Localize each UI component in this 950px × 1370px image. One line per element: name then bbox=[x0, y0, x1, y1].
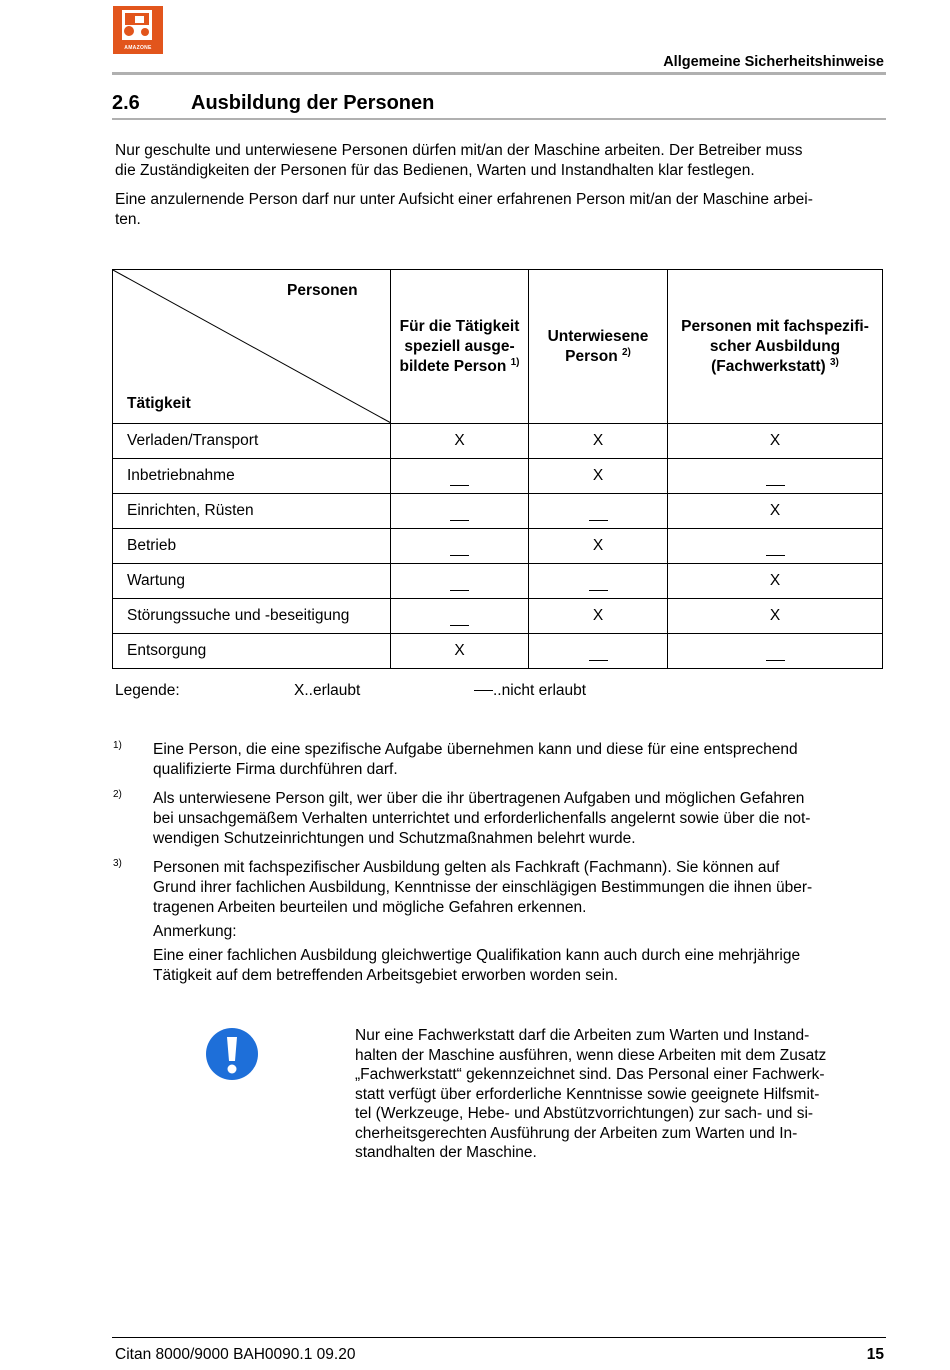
footnote-line: Eine Person, die eine spezifische Aufgabe übernehmen kann und diese für eine entsprechend bbox=[153, 741, 798, 758]
footnote-marker-3: 3) bbox=[113, 858, 122, 869]
remark-line: Tätigkeit auf dem betreffenden Arbeitsgebiet erworben worden sein. bbox=[153, 967, 618, 984]
running-header: Allgemeine Sicherheitshinweise bbox=[663, 54, 884, 70]
not-allowed-cell bbox=[529, 494, 668, 529]
footnote-1 bbox=[153, 740, 881, 780]
allowed-cell: X bbox=[668, 564, 883, 599]
dash-mark bbox=[766, 485, 785, 486]
column-header-instructed-person bbox=[529, 270, 668, 424]
column-header-trained-person bbox=[391, 270, 529, 424]
activity-cell: Betrieb bbox=[113, 529, 391, 564]
column-header-line: Person bbox=[565, 347, 618, 365]
remark-line: Eine einer fachlichen Ausbildung gleichwertige Qualifikation kann auch durch eine mehrjährige bbox=[153, 947, 801, 964]
dash-mark bbox=[589, 660, 608, 661]
footnote-line: Als unterwiesene Person gilt, wer über die ihr übertragenen Aufgaben und möglichen Gefahren bbox=[153, 790, 805, 807]
footnote-line: tragenen Arbeiten beurteilen und mögliche Gefahren erkennen. bbox=[153, 899, 587, 916]
column-header-line: scher Ausbildung bbox=[709, 337, 841, 355]
footer-rule bbox=[112, 1337, 886, 1338]
corner-label-taetigkeit: Tätigkeit bbox=[127, 395, 191, 412]
allowed-cell: X bbox=[391, 634, 529, 669]
allowed-cell: X bbox=[529, 424, 668, 459]
footnote-line: bei unsachgemäßem Verhalten unterrichtet und erforderlichenfalls angelernt sowie über die not- bbox=[153, 810, 811, 827]
notice-line: „Fachwerkstatt“ gekennzeichnet sind. Das Personal einer Fachwerk- bbox=[355, 1066, 825, 1083]
dash-mark bbox=[766, 555, 785, 556]
activity-cell: Wartung bbox=[113, 564, 391, 599]
footnote-3 bbox=[153, 858, 881, 918]
remark-text bbox=[153, 946, 881, 986]
table-row bbox=[113, 494, 883, 529]
corner-label-personen: Personen bbox=[287, 282, 358, 299]
dash-mark bbox=[450, 625, 469, 626]
table-header-row bbox=[113, 270, 883, 424]
dash-mark bbox=[450, 485, 469, 486]
allowed-cell: X bbox=[529, 459, 668, 494]
notice-line: halten der Maschine ausführen, wenn diese Arbeiten mit dem Zusatz bbox=[355, 1046, 827, 1064]
column-header-line: Unterwiesene bbox=[547, 327, 649, 345]
heading-rule bbox=[112, 118, 886, 120]
notice-line: Nur eine Fachwerkstatt darf die Arbeiten zum Warten und Instand- bbox=[355, 1027, 810, 1044]
activity-cell: Einrichten, Rüsten bbox=[113, 494, 391, 529]
not-allowed-cell bbox=[668, 529, 883, 564]
footnote-marker-1: 1) bbox=[113, 740, 122, 751]
intro-line: die Zuständigkeiten der Personen für das Bedienen, Warten und Instandhalten klar festlegen. bbox=[115, 162, 755, 179]
section-heading bbox=[112, 92, 886, 118]
table-row bbox=[113, 634, 883, 669]
intro-line: ten. bbox=[115, 211, 141, 228]
footnote-marker-2: 2) bbox=[113, 789, 122, 800]
not-allowed-cell bbox=[391, 459, 529, 494]
footnote-line: qualifizierte Firma durchführen darf. bbox=[153, 761, 398, 778]
table-corner-cell bbox=[113, 270, 391, 424]
activity-cell: Störungssuche und -beseitigung bbox=[113, 599, 391, 634]
workshop-notice-text bbox=[355, 1026, 880, 1163]
notice-line: tel (Werkzeuge, Hebe- und Abstützvorrichtungen) zur sach- und si- bbox=[355, 1105, 814, 1122]
not-allowed-cell bbox=[391, 599, 529, 634]
dash-mark bbox=[474, 690, 493, 691]
notice-line: cherheitsgerechten Ausführung der Arbeiten zum Warten und In- bbox=[355, 1124, 798, 1142]
column-header-line: Personen mit fachspezifi- bbox=[681, 317, 869, 335]
remark-label: Anmerkung: bbox=[153, 923, 237, 940]
dash-mark bbox=[450, 555, 469, 556]
activity-cell: Entsorgung bbox=[113, 634, 391, 669]
table-row bbox=[113, 599, 883, 634]
page-number: 15 bbox=[866, 1346, 884, 1363]
allowed-cell: X bbox=[668, 599, 883, 634]
section-number: 2.6 bbox=[112, 92, 140, 114]
allowed-cell: X bbox=[391, 424, 529, 459]
table-row bbox=[113, 564, 883, 599]
not-allowed-cell bbox=[668, 459, 883, 494]
allowed-cell: X bbox=[529, 599, 668, 634]
column-header-line: (Fachwerkstatt) bbox=[711, 357, 826, 375]
allowed-cell: X bbox=[668, 424, 883, 459]
legend-not-allowed bbox=[474, 681, 586, 701]
intro-paragraph-2 bbox=[115, 190, 883, 230]
intro-paragraph-1 bbox=[115, 141, 883, 181]
activity-cell: Inbetriebnahme bbox=[113, 459, 391, 494]
column-header-line: speziell ausge- bbox=[404, 337, 515, 355]
footnote-line: Personen mit fachspezifischer Ausbildung gelten als Fachkraft (Fachmann). Sie können auf bbox=[153, 859, 780, 876]
legend-not-allowed-text: ..nicht erlaubt bbox=[493, 682, 587, 699]
legend-allowed: X..erlaubt bbox=[294, 682, 361, 699]
footnote-line: wendigen Schutzeinrichtungen und Schutzmaßnahmen belehrt wurde. bbox=[153, 830, 636, 847]
qualification-matrix-table bbox=[112, 269, 883, 669]
logo-wordmark: AMAZONE bbox=[124, 45, 152, 51]
allowed-cell: X bbox=[529, 529, 668, 564]
footnote-ref: 2) bbox=[621, 346, 631, 358]
footnote-ref: 3) bbox=[829, 356, 839, 368]
table-row bbox=[113, 529, 883, 564]
not-allowed-cell bbox=[529, 564, 668, 599]
dash-mark bbox=[589, 590, 608, 591]
intro-line: Eine anzulernende Person darf nur unter Aufsicht einer erfahrenen Person mit/an der Maschine arbei- bbox=[115, 191, 813, 208]
footnote-2 bbox=[153, 789, 881, 849]
tractor-emblem-icon bbox=[113, 6, 163, 46]
table-row bbox=[113, 424, 883, 459]
dash-mark bbox=[766, 660, 785, 661]
not-allowed-cell bbox=[391, 564, 529, 599]
activity-cell: Verladen/Transport bbox=[113, 424, 391, 459]
column-header-line: bildete Person bbox=[399, 357, 507, 375]
intro-line: Nur geschulte und unterwiesene Personen dürfen mit/an der Maschine arbeiten. Der Betreiber muss bbox=[115, 142, 803, 159]
not-allowed-cell bbox=[529, 634, 668, 669]
legend-label: Legende: bbox=[115, 682, 180, 699]
column-header-specialist-workshop bbox=[668, 270, 883, 424]
allowed-cell: X bbox=[668, 494, 883, 529]
amazone-logo bbox=[113, 6, 163, 54]
dash-mark bbox=[450, 520, 469, 521]
footnote-line: Grund ihrer fachlichen Ausbildung, Kenntnisse der einschlägigen Bestimmungen die ihnen über- bbox=[153, 879, 813, 896]
table-row bbox=[113, 459, 883, 494]
notice-line: statt verfügt über erforderliche Kenntnisse sowie geeignete Hilfsmit- bbox=[355, 1085, 820, 1103]
notice-line: standhalten der Maschine. bbox=[355, 1144, 537, 1161]
section-title: Ausbildung der Personen bbox=[191, 92, 435, 114]
exclamation-circle-icon bbox=[206, 1028, 258, 1080]
column-header-line: Für die Tätigkeit bbox=[399, 317, 520, 335]
not-allowed-cell bbox=[391, 529, 529, 564]
dash-mark bbox=[450, 590, 469, 591]
matrix-body bbox=[113, 424, 883, 669]
header-rule bbox=[112, 72, 886, 75]
dash-mark bbox=[589, 520, 608, 521]
document-info: Citan 8000/9000 BAH0090.1 09.20 bbox=[115, 1346, 356, 1363]
not-allowed-cell bbox=[391, 494, 529, 529]
footnote-ref: 1) bbox=[510, 356, 520, 368]
not-allowed-cell bbox=[668, 634, 883, 669]
